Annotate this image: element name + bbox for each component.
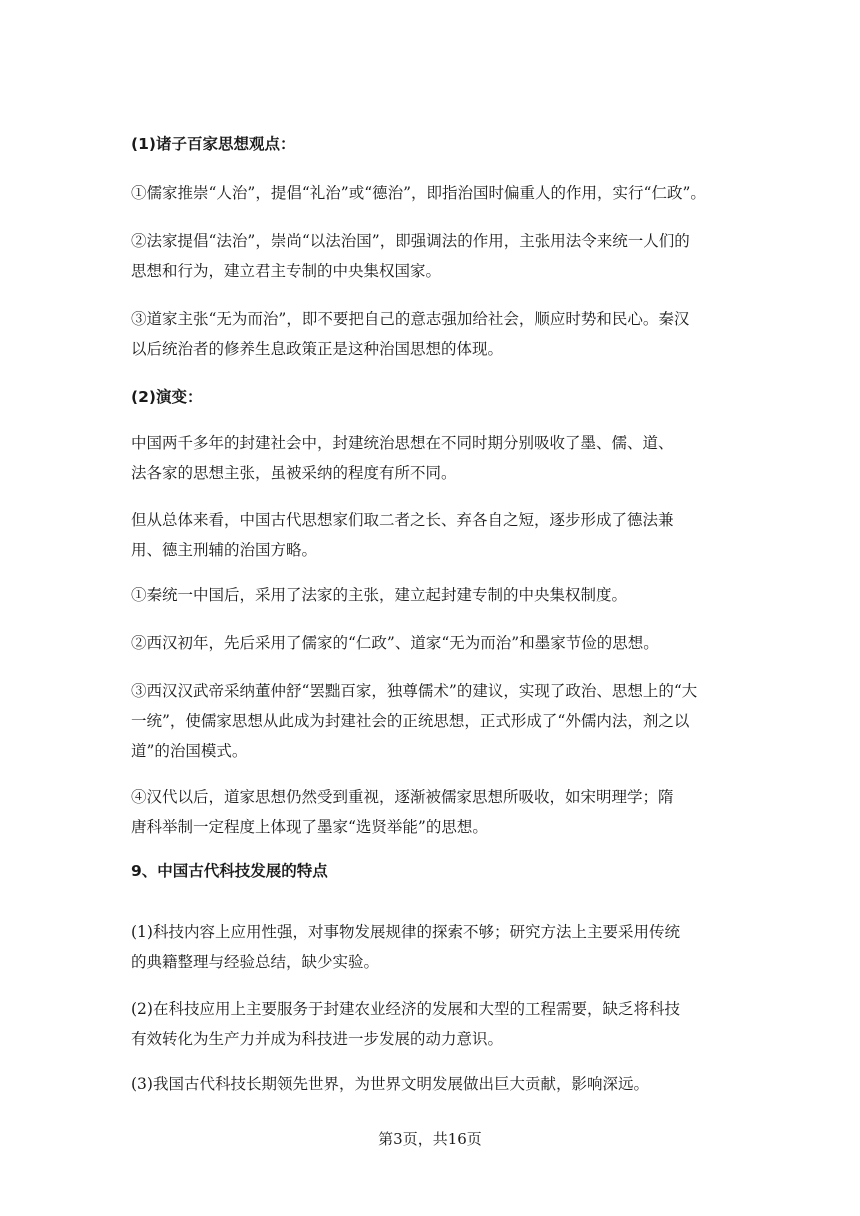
paragraph-tech-content: (1)科技内容上应用性强，对事物发展规律的探索不够；研究方法上主要采用传统 的典籍整理与经验总结，缺少实验。 bbox=[131, 923, 680, 971]
paragraph-early-han: ②西汉初年，先后采用了儒家的“仁政”、道家“无为而治”和墨家节俭的思想。 bbox=[131, 634, 659, 652]
paragraph-legalism: ②法家提倡“法治”，崇尚“以法治国”，即强调法的作用，主张用法令来统一人们的 思想和行为，建立君主专制的中央集权国家。 bbox=[131, 232, 690, 280]
paragraph-evolution-intro: 中国两千多年的封建社会中，封建统治思想在不同时期分别吸收了墨、儒、道、 法各家的思想主张，虽被采纳的程度有所不同。 bbox=[131, 434, 674, 482]
paragraph-tech-leading: (3)我国古代科技长期领先世界，为世界文明发展做出巨大贡献，影响深远。 bbox=[131, 1075, 649, 1093]
paragraph-tech-application: (2)在科技应用上主要服务于封建农业经济的发展和大型的工程需要，缺乏将科技 有效转化为生产力并成为科技进一步发展的动力意识。 bbox=[131, 1000, 680, 1048]
paragraph-taoism: ③道家主张“无为而治”，即不要把自己的意志强加给社会，顺应时势和民心。秦汉 以后统治者的修养生息政策正是这种治国思想的体现。 bbox=[131, 310, 690, 358]
paragraph-after-han: ④汉代以后，道家思想仍然受到重视，逐渐被儒家思想所吸收，如宋明理学；隋 唐科举制一定程度上体现了墨家“选贤举能”的思想。 bbox=[131, 788, 674, 836]
section-heading-thinkers: (1)诸子百家思想观点： bbox=[131, 135, 296, 153]
paragraph-confucianism: ①儒家推崇“人治”，提倡“礼治”或“德治”，即指治国时偏重人的作用，实行“仁政”。 bbox=[131, 184, 706, 202]
paragraph-qin: ①秦统一中国后，采用了法家的主张，建立起封建专制的中央集权制度。 bbox=[131, 586, 628, 604]
section-heading-evolution: (2)演变： bbox=[131, 388, 203, 406]
paragraph-evolution-overall: 但从总体来看，中国古代思想家们取二者之长、弃各自之短，逐步形成了德法兼 用、德主刑辅的治国方略。 bbox=[131, 511, 674, 559]
page-number-footer: 第3页，共16页 bbox=[378, 1130, 482, 1148]
section-heading-technology: 9、中国古代科技发展的特点 bbox=[131, 862, 328, 880]
paragraph-emperor-wu: ③西汉汉武帝采纳董仲舒“罢黜百家，独尊儒术”的建议，实现了政治、思想上的“大 一统”，使儒家思想从此成为封建社会的正统思想，正式形成了“外儒内法，剂之以 道”的治国模式。 bbox=[131, 682, 698, 760]
